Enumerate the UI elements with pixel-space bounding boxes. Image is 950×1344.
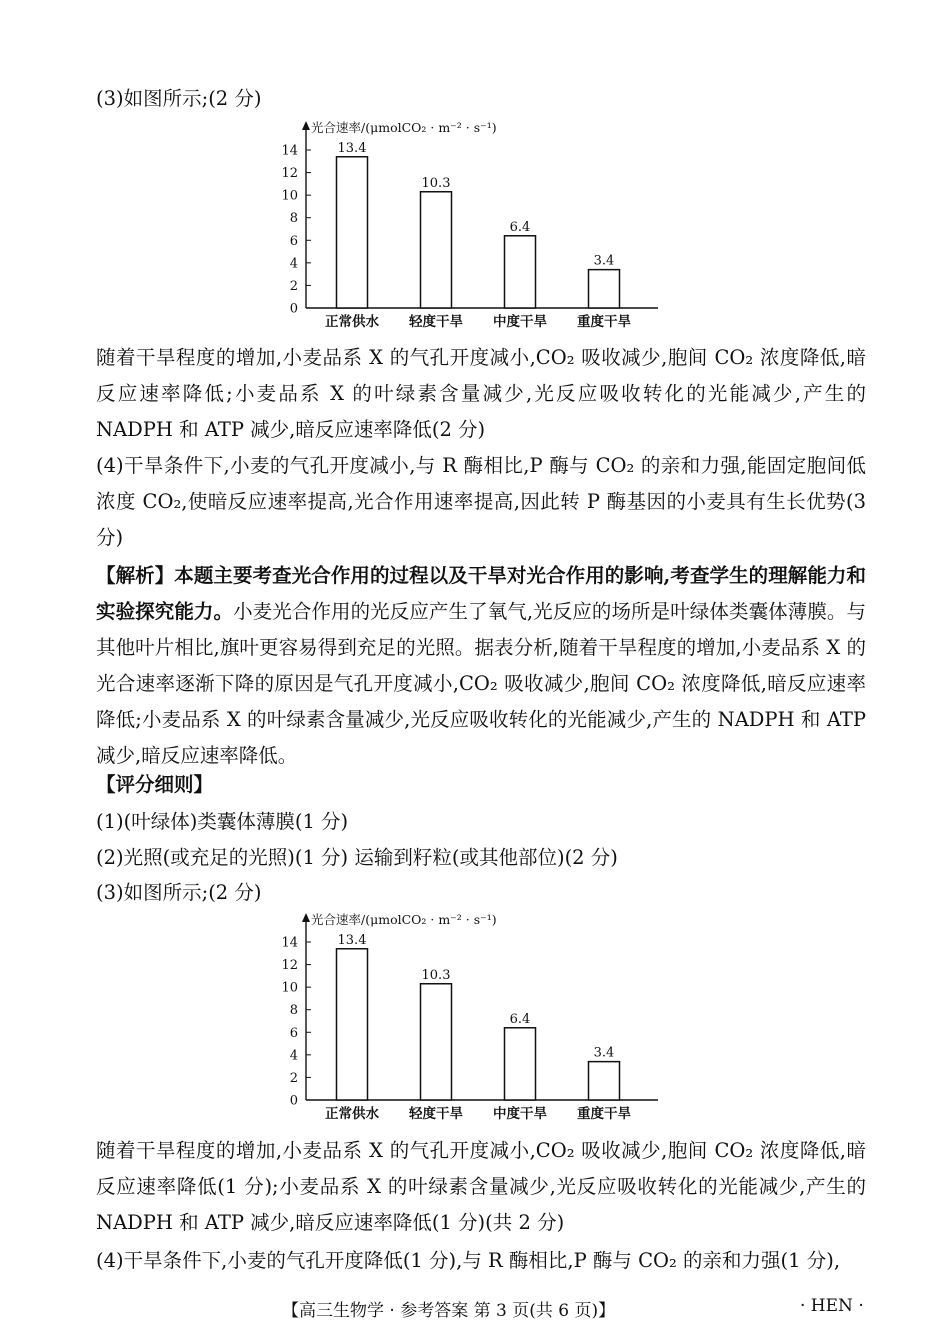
y-tick-label: 4: [289, 256, 298, 272]
rubric-item-1: (1)(叶绿体)类囊体薄膜(1 分): [96, 810, 349, 833]
answer-paragraph-3: 随着干旱程度的增加,小麦品系 X 的气孔开度减小,CO₂ 吸收减少,胞间 CO₂ 浓度降低,暗反应速率降低;小麦品系 X 的叶绿素含量减少,光反应吸收转化的光能减少,产生的 NADPH 和 ATP 减少,暗反应速率降低(2 分): [96, 346, 866, 441]
x-category-label: 中度干旱: [493, 1106, 547, 1122]
bar-value-label: 3.4: [593, 253, 615, 269]
analysis-paragraph: [96, 558, 866, 774]
bar: [505, 1028, 536, 1100]
analysis-heading: 【解析】本题主要考查光合作用的过程以及干旱对光合作用的影响,考查学生的理解能力和实验探究能力。: [96, 564, 866, 623]
y-tick-label: 14: [281, 935, 298, 951]
y-tick-label: 0: [289, 301, 298, 317]
bar-value-label: 6.4: [509, 1011, 531, 1027]
bar-value-label: 13.4: [337, 932, 367, 948]
y-tick-label: 4: [289, 1048, 298, 1064]
bar: [505, 236, 536, 308]
footer-page-info: 【高三生物学 · 参考答案 第 3 页(共 6 页)】: [282, 1301, 616, 1321]
y-tick-label: 12: [281, 166, 298, 182]
y-axis-arrow: [302, 913, 310, 922]
y-axis-arrow: [302, 121, 310, 130]
x-category-label: 正常供水: [325, 1106, 379, 1122]
y-tick-label: 8: [289, 1003, 298, 1019]
x-category-label: 重度干旱: [577, 314, 631, 330]
y-tick-label: 6: [289, 233, 298, 249]
x-category-label: 重度干旱: [577, 1106, 631, 1122]
y-axis-label: 光合速率/(μmolCO₂ · m⁻² · s⁻¹): [311, 912, 497, 927]
bar-value-label: 3.4: [593, 1045, 615, 1061]
y-tick-label: 10: [281, 980, 298, 996]
rubric-item-2: (2)光照(或充足的光照)(1 分) 运输到籽粒(或其他部位)(2 分): [96, 846, 618, 869]
analysis-body: 小麦光合作用的光反应产生了氧气,光反应的场所是叶绿体类囊体薄膜。与其他叶片相比,旗叶更容易得到充足的光照。据表分析,随着干旱程度的增加,小麦品系 X 的光合速率逐渐下降的原因是气孔开度减小,CO₂ 吸收减少,胞间 CO₂ 浓度降低,暗反应速率降低;小麦品系 X 的叶绿素含量减少,光反应吸收转化的光能减少,产生的 NADPH 和 ATP 减少,暗反应速率降低。: [96, 600, 866, 767]
x-category-label: 正常供水: [325, 314, 379, 330]
y-axis-label: 光合速率/(μmolCO₂ · m⁻² · s⁻¹): [311, 120, 497, 135]
y-tick-label: 14: [281, 143, 298, 159]
bar-chart-top: [270, 118, 670, 340]
y-tick-label: 2: [289, 1070, 298, 1086]
bar-value-label: 13.4: [337, 140, 367, 156]
bar: [589, 1062, 620, 1100]
y-tick-label: 0: [289, 1093, 298, 1109]
rubric-title: 【评分细则】: [96, 773, 214, 796]
bar-value-label: 10.3: [421, 967, 451, 983]
y-tick-label: 6: [289, 1025, 298, 1041]
x-category-label: 轻度干旱: [409, 1106, 463, 1122]
bar: [337, 949, 368, 1100]
y-tick-label: 10: [281, 188, 298, 204]
y-tick-label: 12: [281, 958, 298, 974]
bar-chart-rubric: [270, 910, 670, 1132]
rubric-paragraph-3: 随着干旱程度的增加,小麦品系 X 的气孔开度减小,CO₂ 吸收减少,胞间 CO₂ 浓度降低,暗反应速率降低(1 分);小麦品系 X 的叶绿素含量减少,光反应吸收转化的光能减少,产生的 NADPH 和 ATP 减少,暗反应速率降低(1 分)(共 2 分): [96, 1139, 866, 1234]
y-tick-label: 8: [289, 211, 298, 227]
footer-code: · HEN ·: [800, 1296, 864, 1316]
rubric-item-3-label: (3)如图所示;(2 分): [96, 881, 262, 904]
item3-label-top: (3)如图所示;(2 分): [96, 87, 262, 110]
rubric-item-4: (4)干旱条件下,小麦的气孔开度降低(1 分),与 R 酶相比,P 酶与 CO₂ 的亲和力强(1 分),: [96, 1249, 841, 1272]
answer-paragraph-4: (4)干旱条件下,小麦的气孔开度减小,与 R 酶相比,P 酶与 CO₂ 的亲和力强,能固定胞间低浓度 CO₂,使暗反应速率提高,光合作用速率提高,因此转 P 酶基因的小麦具有生长优势(3 分): [96, 454, 866, 549]
bar-value-label: 6.4: [509, 219, 531, 235]
bar: [337, 157, 368, 308]
bar: [589, 270, 620, 308]
bar: [421, 192, 452, 308]
bar-value-label: 10.3: [421, 175, 451, 191]
x-category-label: 中度干旱: [493, 314, 547, 330]
x-category-label: 轻度干旱: [409, 314, 463, 330]
bar: [421, 984, 452, 1100]
y-tick-label: 2: [289, 278, 298, 294]
